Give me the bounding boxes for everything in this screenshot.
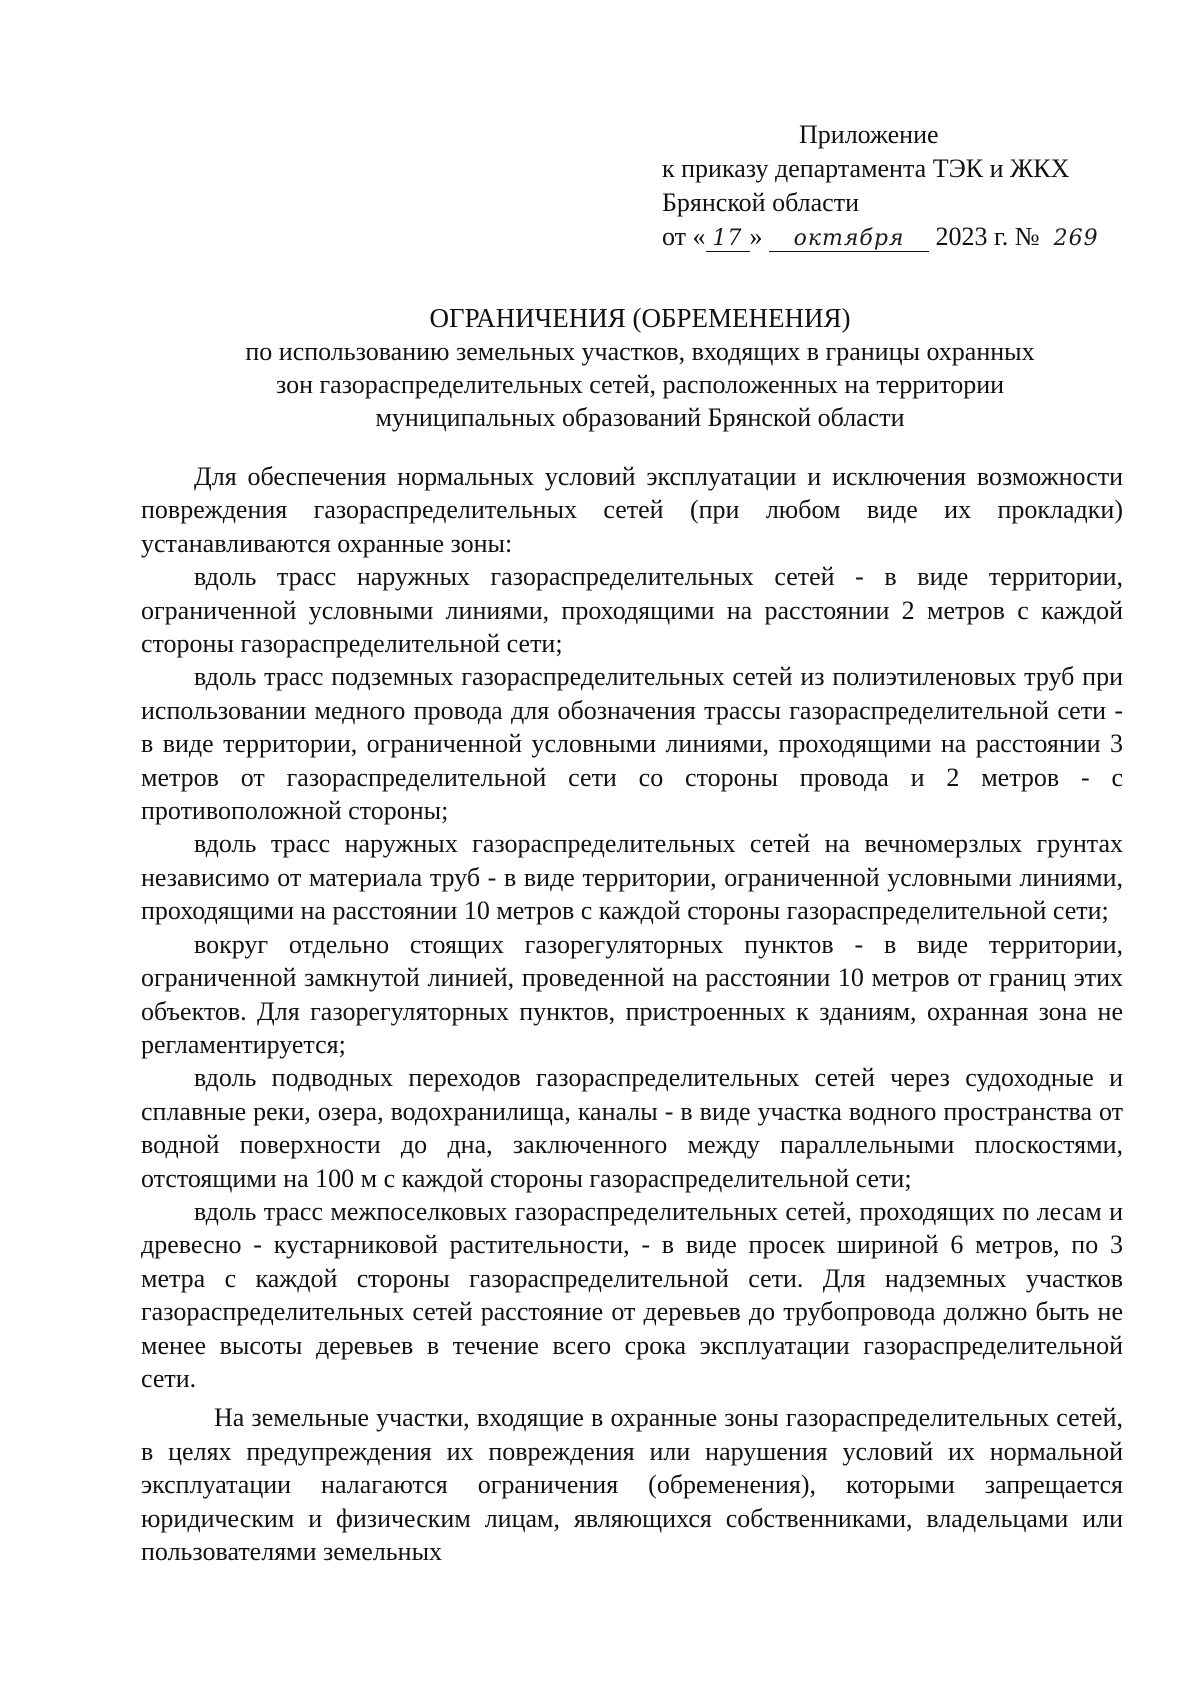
- date-mid: »: [749, 222, 763, 251]
- paragraph-zone-polyethylene: вдоль трасс подземных газораспределительных сетей из полиэтиленовых труб при использовании медного провода для обозначения трассы газораспределительной сети - в виде территории, ограниченной условными линиями, проходящими на расстоянии 3 метров от газораспределительной сети со стороны провода и 2 метров - с противоположной стороны;: [141, 662, 1123, 826]
- paragraph-restrictions: На земельные участки, входящие в охранные зоны газораспределительных сетей, в целях предупреждения их повреждения или нарушения условий их нормальной эксплуатации налагаются ограничения (обременения), которыми запрещается юридическим и физическим лицам, являющихся собственниками, владельцами или пользователями земельных: [141, 1403, 1123, 1566]
- paragraph-intro: Для обеспечения нормальных условий эксплуатации и исключения возможности повреждения газораспределительных сетей (при любом виде их прокладки) устанавливаются охранные зоны:: [141, 462, 1123, 558]
- paragraph-zone-underwater: вдоль подводных переходов газораспределительных сетей через судоходные и сплавные реки, озера, водохранилища, каналы - в виде участка водного пространства от водной поверхности до дна, заключенного между параллельными плоскостями, отстоящими на 100 м с каждой стороны газораспределительной сети;: [141, 1063, 1123, 1193]
- paragraph-zone-forest: вдоль трасс межпоселковых газораспределительных сетей, проходящих по лесам и древесно - кустарниковой растительности, - в виде просек шириной 6 метров, по 3 метра с каждой стороны газораспределительной сети. Для надземных участков газораспределительных сетей расстояние от деревьев до трубопровода должно быть не менее высоты деревьев в течение всего срока эксплуатации газораспределительной сети.: [141, 1196, 1123, 1393]
- appendix-region-line: Брянской области: [662, 188, 859, 217]
- document-body: [141, 460, 1123, 1568]
- appendix-date-line: [662, 220, 1122, 254]
- paragraph-zone-regulator-points: вокруг отдельно стоящих газорегуляторных пунктов - в виде территории, ограниченной замкнутой линией, проведенной на расстоянии 10 метров от границ этих объектов. Для газорегуляторных пунктов, пристроенных к зданиям, охранная зона не регламентируется;: [141, 929, 1123, 1059]
- document-subtitle-line-3: муниципальных образований Брянской области: [375, 403, 905, 432]
- paragraph-zone-permafrost: вдоль трасс наружных газораспределительных сетей на вечномерзлых грунтах независимо от материала труб - в виде территории, ограниченной условными линиями, проходящими на расстоянии 10 метров с каждой стороны газораспределительной сети;: [141, 829, 1123, 926]
- date-prefix: от «: [662, 222, 706, 251]
- document-title: ОГРАНИЧЕНИЯ (ОБРЕМЕНЕНИЯ): [429, 303, 851, 333]
- appendix-order-line: к приказу департамента ТЭК и ЖКХ: [662, 154, 1070, 183]
- appendix-block: [662, 118, 1122, 254]
- appendix-heading: Приложение: [799, 120, 939, 149]
- document-title-block: [140, 302, 1140, 434]
- paragraph-zone-outdoor: вдоль трасс наружных газораспределительных сетей - в виде территории, ограниченной условными линиями, проходящими на расстоянии 2 метров с каждой стороны газораспределительной сети;: [141, 562, 1123, 659]
- document-subtitle-line-2: зон газораспределительных сетей, расположенных на территории: [275, 370, 1005, 399]
- document-subtitle-line-1: по использованию земельных участков, входящих в границы охранных: [245, 337, 1035, 366]
- date-month-handwritten: октября: [769, 227, 929, 252]
- date-day-handwritten: 17: [706, 227, 750, 252]
- doc-number-handwritten: 269: [1053, 226, 1099, 251]
- date-year: 2023 г. №: [929, 222, 1047, 251]
